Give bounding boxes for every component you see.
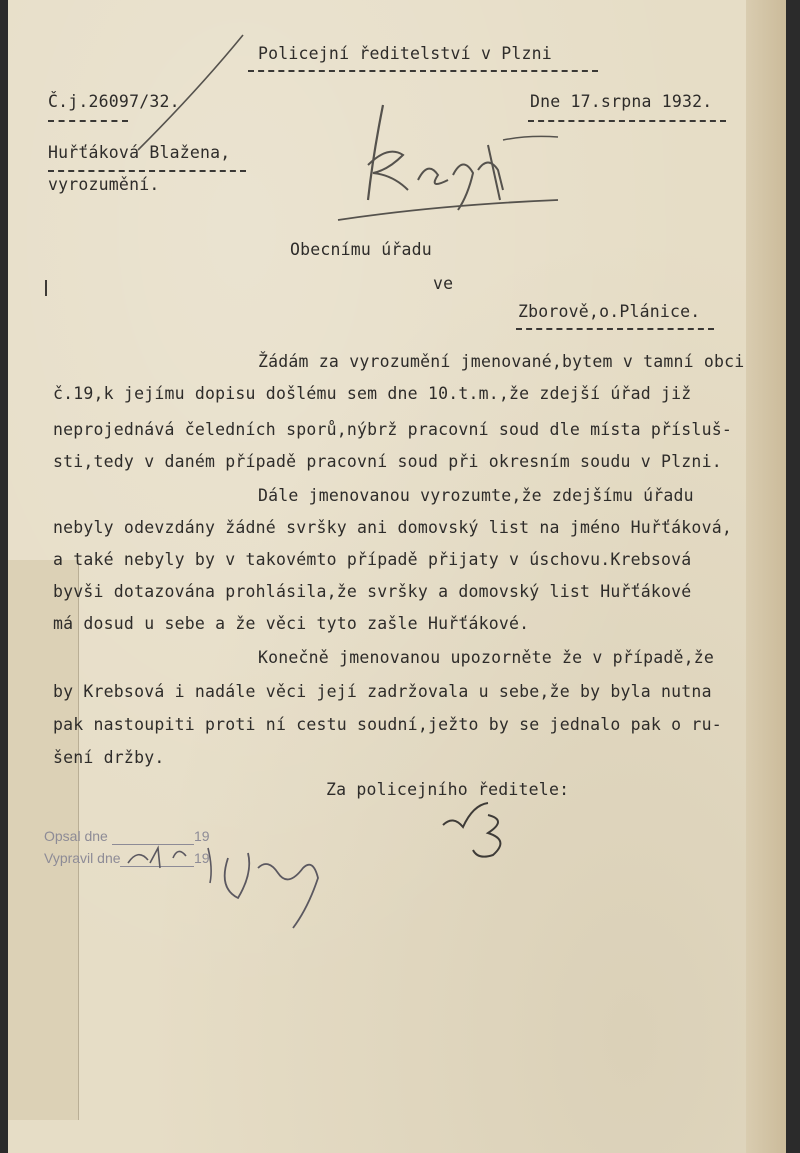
body-line: Dále jmenovanou vyrozumte,že zdejšímu úřadu [258, 486, 694, 505]
addressee-line-3: Zborově,o.Plánice. [518, 302, 701, 321]
authority-heading: Policejní ředitelství v Plzni [258, 44, 552, 63]
body-line: Konečně jmenovanou upozorněte že v případě,že [258, 648, 715, 667]
body-line: by Krebsová i nadále věci její zadržovala u sebe,že by byla nutna [53, 682, 712, 701]
handwritten-dispatch-signature [118, 828, 338, 938]
handwritten-initials [438, 795, 528, 865]
subject-type: vyrozumění. [48, 175, 160, 194]
stamp-year: 19 [194, 850, 210, 866]
stamp-year: 19 [194, 828, 210, 844]
stamp-sent-label: Vypravil dne [44, 850, 121, 866]
subject-underline [48, 170, 246, 172]
body-line: sti,tedy v daném případě pracovní soud při okresním soudu v Plzni. [53, 452, 722, 471]
margin-ink-dot [42, 278, 50, 298]
subject-name: Huřťáková Blažena, [48, 143, 231, 162]
body-line: pak nastoupiti proti ní cestu soudní,ježto by se jednalo pak o ru- [53, 715, 722, 734]
authority-underline [248, 70, 598, 72]
ref-underline [48, 120, 128, 122]
addressee-line-2: ve [433, 274, 454, 293]
body-line: šení držby. [53, 748, 165, 767]
pencil-diagonal-stroke [128, 30, 258, 160]
addressee-line-1: Obecnímu úřadu [290, 240, 432, 259]
document-sheet [8, 0, 786, 1153]
body-line: byvši dotazována prohlásila,že svršky a domovský list Huřťákové [53, 582, 692, 601]
body-line: neprojednává čeledních sporů,nýbrž pracovní soud dle místa přísluš- [53, 420, 732, 439]
addressee-underline [516, 328, 714, 330]
document-date: Dne 17.srpna 1932. [530, 92, 713, 111]
body-line: má dosud u sebe a že věci tyto zašle Huřťákové. [53, 614, 530, 633]
reference-number: Č.j.26097/32. [48, 92, 180, 111]
handwritten-concept-signature [328, 95, 568, 225]
stamp-copied-label: Opsal dne [44, 828, 108, 844]
body-line: nebyly odevzdány žádné svršky ani domovský list na jméno Huřťáková, [53, 518, 732, 537]
paper-right-edge [746, 0, 786, 1153]
body-line: Žádám za vyrozumění jmenované,bytem v tamní obci [258, 352, 745, 371]
body-line: a také nebyly by v takovémto případě přijaty v úschovu.Krebsová [53, 550, 692, 569]
signature-line: Za policejního ředitele: [326, 780, 570, 799]
body-line: č.19,k jejímu dopisu došlému sem dne 10.t.m.,že zdejší úřad již [53, 384, 692, 403]
